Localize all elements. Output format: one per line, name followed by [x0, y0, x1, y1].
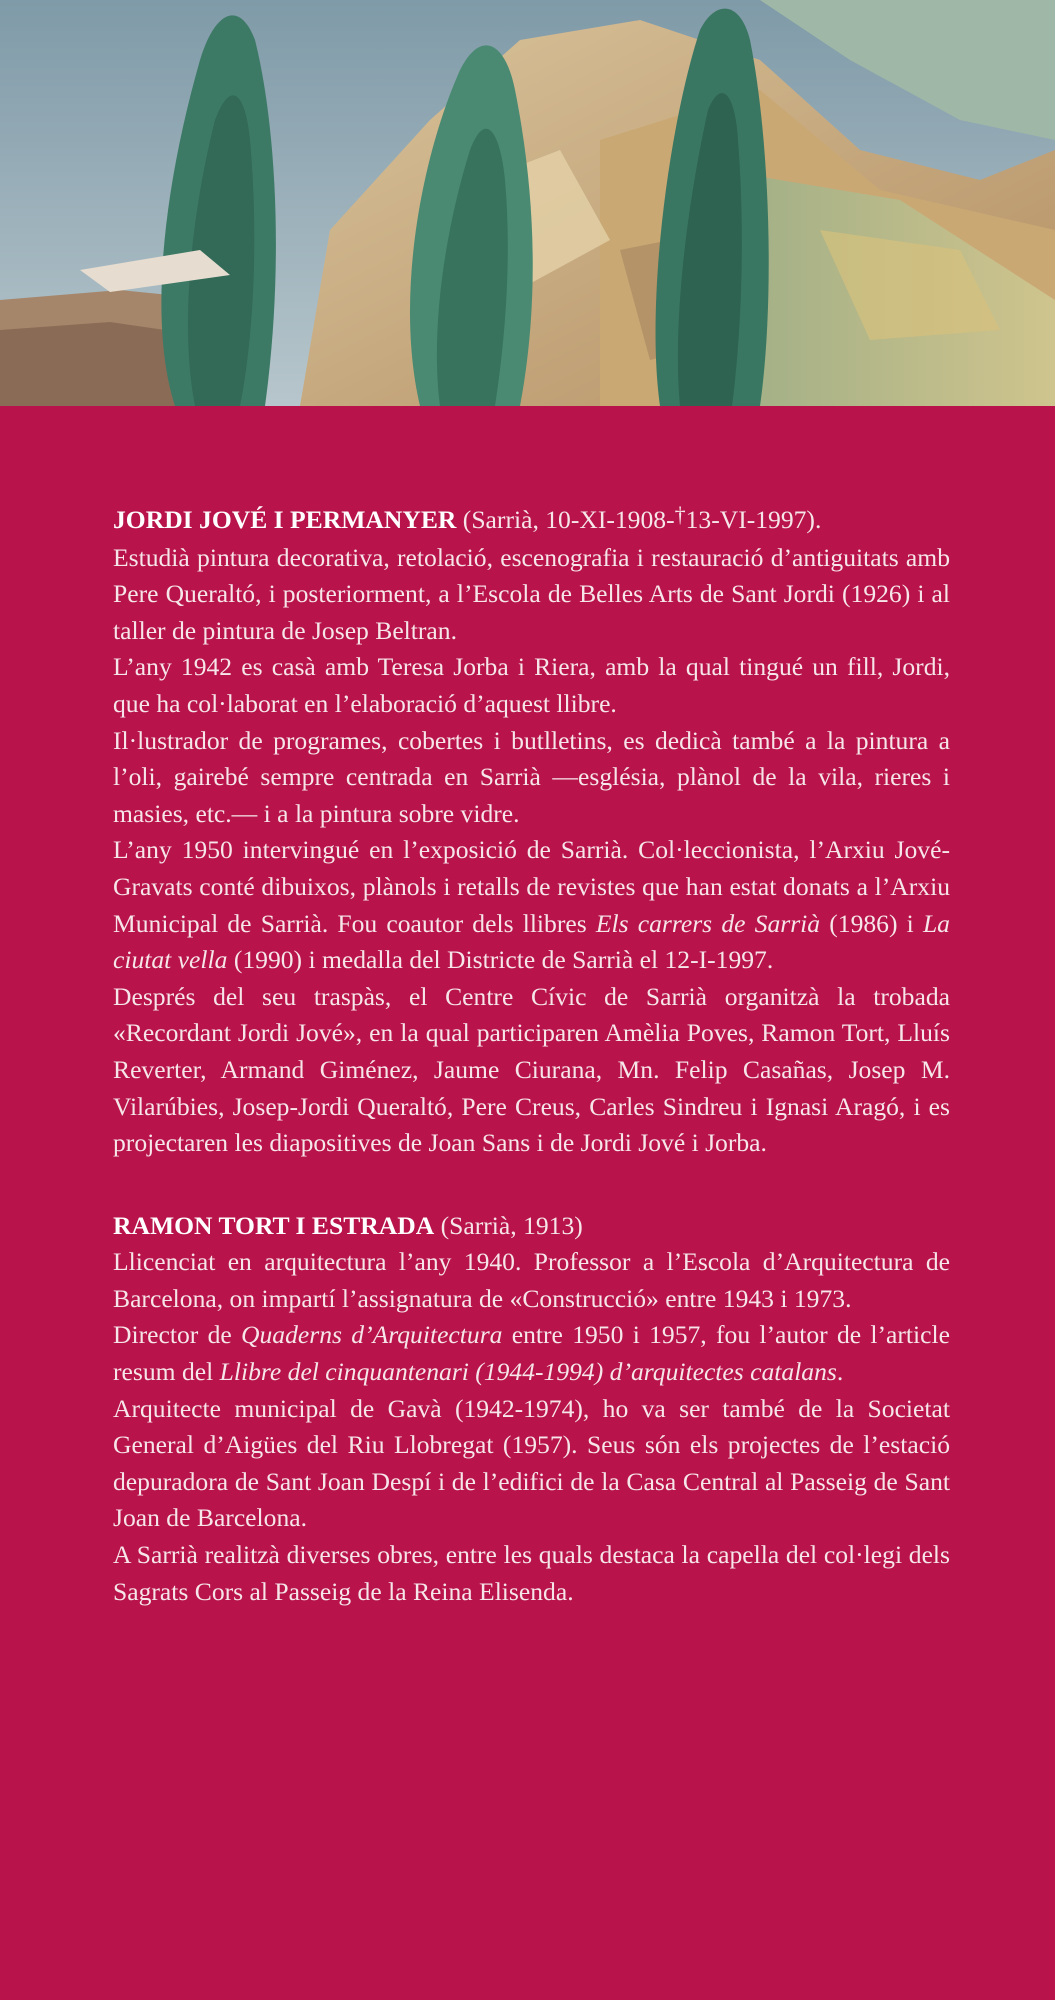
bio-dates-death: 13-VI-1997).	[685, 505, 822, 534]
book-title: Els carrers de Sarrià	[595, 908, 821, 938]
text-segment: .	[836, 1357, 844, 1387]
bio-dates: (Sarrià, 10-XI-1908-	[456, 505, 675, 534]
text-segment: (1986) i	[820, 908, 923, 938]
bio-paragraph: Després del seu traspàs, el Centre Cívic de Sarrià organitzà la trobada «Recordant Jordi Jové», en la qual participaren Amèlia Poves, Ramon Tort, Lluís Reverter, Armand Giménez, Jaume Ciurana, Mn. Felip Casañas, Josep M. Vilarúbies, Josep-Jordi Queraltó, Pere Creus, Carles Sindreu i Ignasi Aragó, i es projectaren les diapositives de Joan Sans i de Jordi Jové i Jorba.	[113, 981, 950, 1158]
bio-name: JORDI JOVÉ I PERMANYER	[113, 505, 457, 534]
bio-paragraph	[113, 832, 950, 978]
text-column	[113, 502, 950, 1610]
bio-paragraph: A Sarrià realitzà diverses obres, entre les quals destaca la capella del col·legi dels Sagrats Cors al Passeig de la Reina Elisenda.	[113, 1540, 950, 1606]
bio-paragraph: Estudià pintura decorativa, retolació, escenografia i restauració d’antiguitats amb Pere Queraltó, i posteriorment, a l’Escola de Belles Arts de Sant Jordi (1926) i al taller de pintura de Josep Beltran.	[113, 542, 950, 645]
bio-ramon-tort-header	[113, 1208, 950, 1245]
book-title: La ciutat vella	[113, 908, 950, 975]
bio-dates: (Sarrià, 1913)	[434, 1210, 583, 1240]
bio-name: RAMON TORT I ESTRADA	[113, 1210, 435, 1240]
bio-paragraph: Llicenciat en arquitectura l’any 1940. Professor a l’Escola d’Arquitectura de Barcelona, on impartí l’assignatura de «Construcció» entre 1943 i 1973.	[113, 1247, 950, 1313]
publication-title: Llibre del cinquantenari (1944-1994) d’arquitectes catalans	[219, 1357, 837, 1387]
landscape-painting-icon	[0, 0, 1055, 406]
text-segment: entre 1950 i 1957, fou l’autor de l’article resum del	[113, 1320, 950, 1387]
bio-paragraph: Arquitecte municipal de Gavà (1942-1974), ho va ser també de la Societat General d’Aigües del Riu Llobregat (1957). Seus són els projectes de l’estació depuradora de Sant Joan Despí i de l’edifici de la Casa Central al Passeig de Sant Joan de Barcelona.	[113, 1393, 950, 1533]
landscape-painting-image	[0, 0, 1055, 406]
text-panel	[0, 406, 1055, 2000]
bio-paragraph	[113, 1317, 950, 1390]
dagger-icon: †	[674, 502, 686, 527]
bio-jordi-jove-header	[113, 502, 950, 540]
bio-paragraph: Il·lustrador de programes, cobertes i butlletins, es dedicà també a la pintura a l’oli, gairebé sempre centrada en Sarrià —església, plànol de la vila, rieres i masies, etc.— i a la pintura sobre vidre.	[113, 725, 950, 828]
bio-paragraph: L’any 1942 es casà amb Teresa Jorba i Riera, amb la qual tingué un fill, Jordi, que ha col·laborat en l’elaboració d’aquest llibre.	[113, 652, 950, 718]
text-segment: L’any 1950 intervingué en l’exposició de Sarrià. Col·leccionista, l’Arxiu Jové-Gravats conté dibuixos, plànols i retalls de revistes que han estat donats a l’Arxiu Municipal de Sarrià. Fou coautor dels llibres	[113, 835, 950, 938]
text-segment: Director de	[113, 1320, 242, 1350]
section-spacer	[113, 1162, 950, 1208]
text-segment: (1990) i medalla del Districte de Sarrià el 12-I-1997.	[227, 945, 774, 975]
publication-title: Quaderns d’Arquitectura	[241, 1320, 503, 1350]
